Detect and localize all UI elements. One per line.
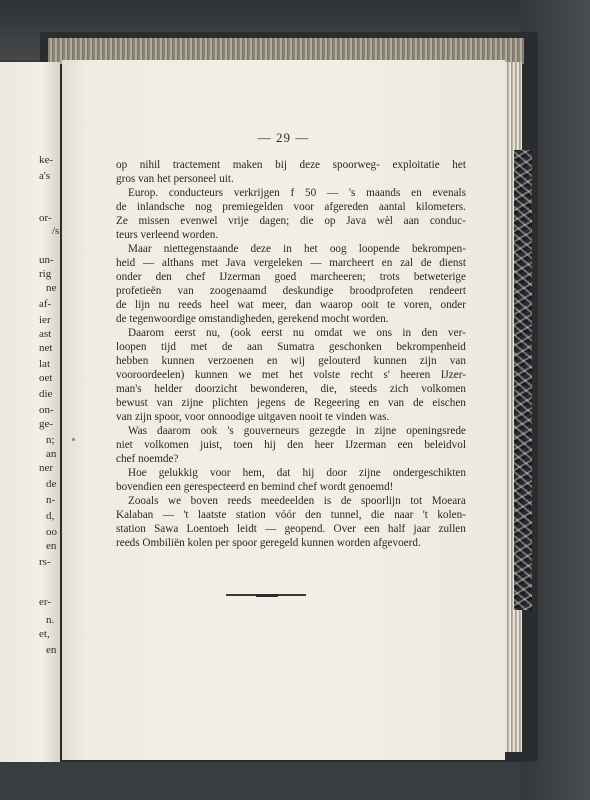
left-page-fragment: ner <box>39 462 54 474</box>
left-page-fragment: n- <box>46 494 56 506</box>
body-text <box>116 158 466 550</box>
text-line: de lijn nu reeds heel wat meer, dan waarop ooit te voren, onder <box>116 299 466 311</box>
text-line: Europ. conducteurs verkrijgen f 50 — 's maands en evenals <box>128 187 466 199</box>
text-line: bewust van zijne plichten jegens de Regeering en van de eischen <box>116 397 466 409</box>
left-page <box>0 62 60 762</box>
text-line: bovendien een gerespecteerd en bemind chef wordt genoemd! <box>116 481 394 493</box>
left-page-fragment: n. <box>46 614 55 626</box>
left-page-fragment: /s <box>52 225 60 237</box>
left-page-fragment: on- <box>39 404 54 416</box>
text-line: van zijn spoor, voor onnoodige uitgaven nooit te vinden was. <box>116 411 390 423</box>
left-page-fragment: lat <box>39 358 50 370</box>
text-line: Daarom eerst nu, (ook eerst nu omdat we ons in den ver- <box>128 327 466 339</box>
text-line: man's helder doorzicht bewonderen, die, steeds zich volkomen <box>116 383 466 395</box>
left-page-fragment: rig <box>39 268 52 280</box>
text-line: profetieën van zoogenaamd deskundige broodprofeten rendeert <box>116 285 466 297</box>
left-page-fragment: oet <box>39 372 53 384</box>
right-page <box>62 60 505 760</box>
left-page-fragment: un- <box>39 254 54 266</box>
text-line: teurs verleend worden. <box>116 229 219 241</box>
text-line: gros van het personeel uit. <box>116 173 234 185</box>
left-page-fragment: a's <box>39 170 51 182</box>
left-page-fragment: ne <box>46 282 57 294</box>
left-page-fragment: ke- <box>39 154 54 166</box>
page-number: — 29 — <box>257 130 310 145</box>
text-line: Zooals we boven reeds meedeelden is de spoorlijn tot Moeara <box>128 495 466 507</box>
page-mark <box>72 438 75 441</box>
left-page-fragment: an <box>46 448 57 460</box>
left-page-fragment: ast <box>39 328 52 340</box>
left-page-fragment: oo <box>46 526 57 538</box>
left-page-fragment: ge- <box>39 418 54 430</box>
text-line: Was daarom ook 's gouverneurs gezegde in zijne openingsrede <box>128 425 466 437</box>
text-line: hebben kunnen verzoenen en wij gelouterd kunnen zijn van <box>116 355 466 367</box>
text-line: reeds Ombiliën kolen per spoor geregeld kunnen worden afgevoerd. <box>116 537 421 549</box>
text-line: station Sawa Loentoeh leidt — geopend. Over een half jaar zullen <box>116 523 466 535</box>
text-line: Maar niettegenstaande deze in het oog loopende bekrompen- <box>128 243 466 255</box>
left-page-fragment: net <box>39 342 53 354</box>
left-page-fragment: en <box>46 644 57 656</box>
text-line: Kalaban — 't laatste station vóór den tunnel, die naar 't kolen- <box>116 509 466 521</box>
left-page-fragment: n; <box>46 434 55 446</box>
section-rule <box>226 594 306 596</box>
text-line: onder den chef IJzerman goed marcheeren; trots betweterige <box>116 271 466 283</box>
text-line: Ze missen evenwel vrije dagen; die op Java wèl aan conduc- <box>116 215 466 227</box>
text-line: chef noemde? <box>116 453 179 465</box>
left-page-fragment: er- <box>39 596 51 608</box>
left-page-fragment: or- <box>39 212 52 224</box>
text-line: op nihil tractement maken bij deze spoorweg- exploitatie het <box>116 159 466 171</box>
text-line: niet volkomen juist, toen hij den heer IJzerman een beleidvol <box>116 439 466 451</box>
left-page-fragment: de <box>46 478 57 490</box>
left-page-fragment: af- <box>39 298 52 310</box>
text-line: Hoe gelukkig voor hem, dat hij door zijne ondergeschikten <box>128 467 466 479</box>
left-page-fragment: rs- <box>39 556 51 568</box>
text-line: loopen tijd met de aan Sumatra geschonken bekrompenheid <box>116 341 466 353</box>
left-page-fragment: die <box>39 388 53 400</box>
left-page-fragment: et, <box>39 628 50 640</box>
text-line: heid — althans met Java vergeleken — marcheert en zal de dienst <box>116 257 466 269</box>
marbled-edge <box>514 150 532 610</box>
left-page-fragment: ier <box>39 314 51 326</box>
text-line: de tegenwoordige omstandigheden, gerekend mocht worden. <box>116 313 389 325</box>
text-line: vooroordeelen) kunnen we met het volste recht s' heeren IJzer- <box>116 369 466 381</box>
left-page-fragment: d, <box>46 510 55 522</box>
left-page-fragment: en <box>46 540 57 552</box>
text-line: de inlandsche nog premiegelden voor afgereden aantal kilometers. <box>116 201 466 213</box>
